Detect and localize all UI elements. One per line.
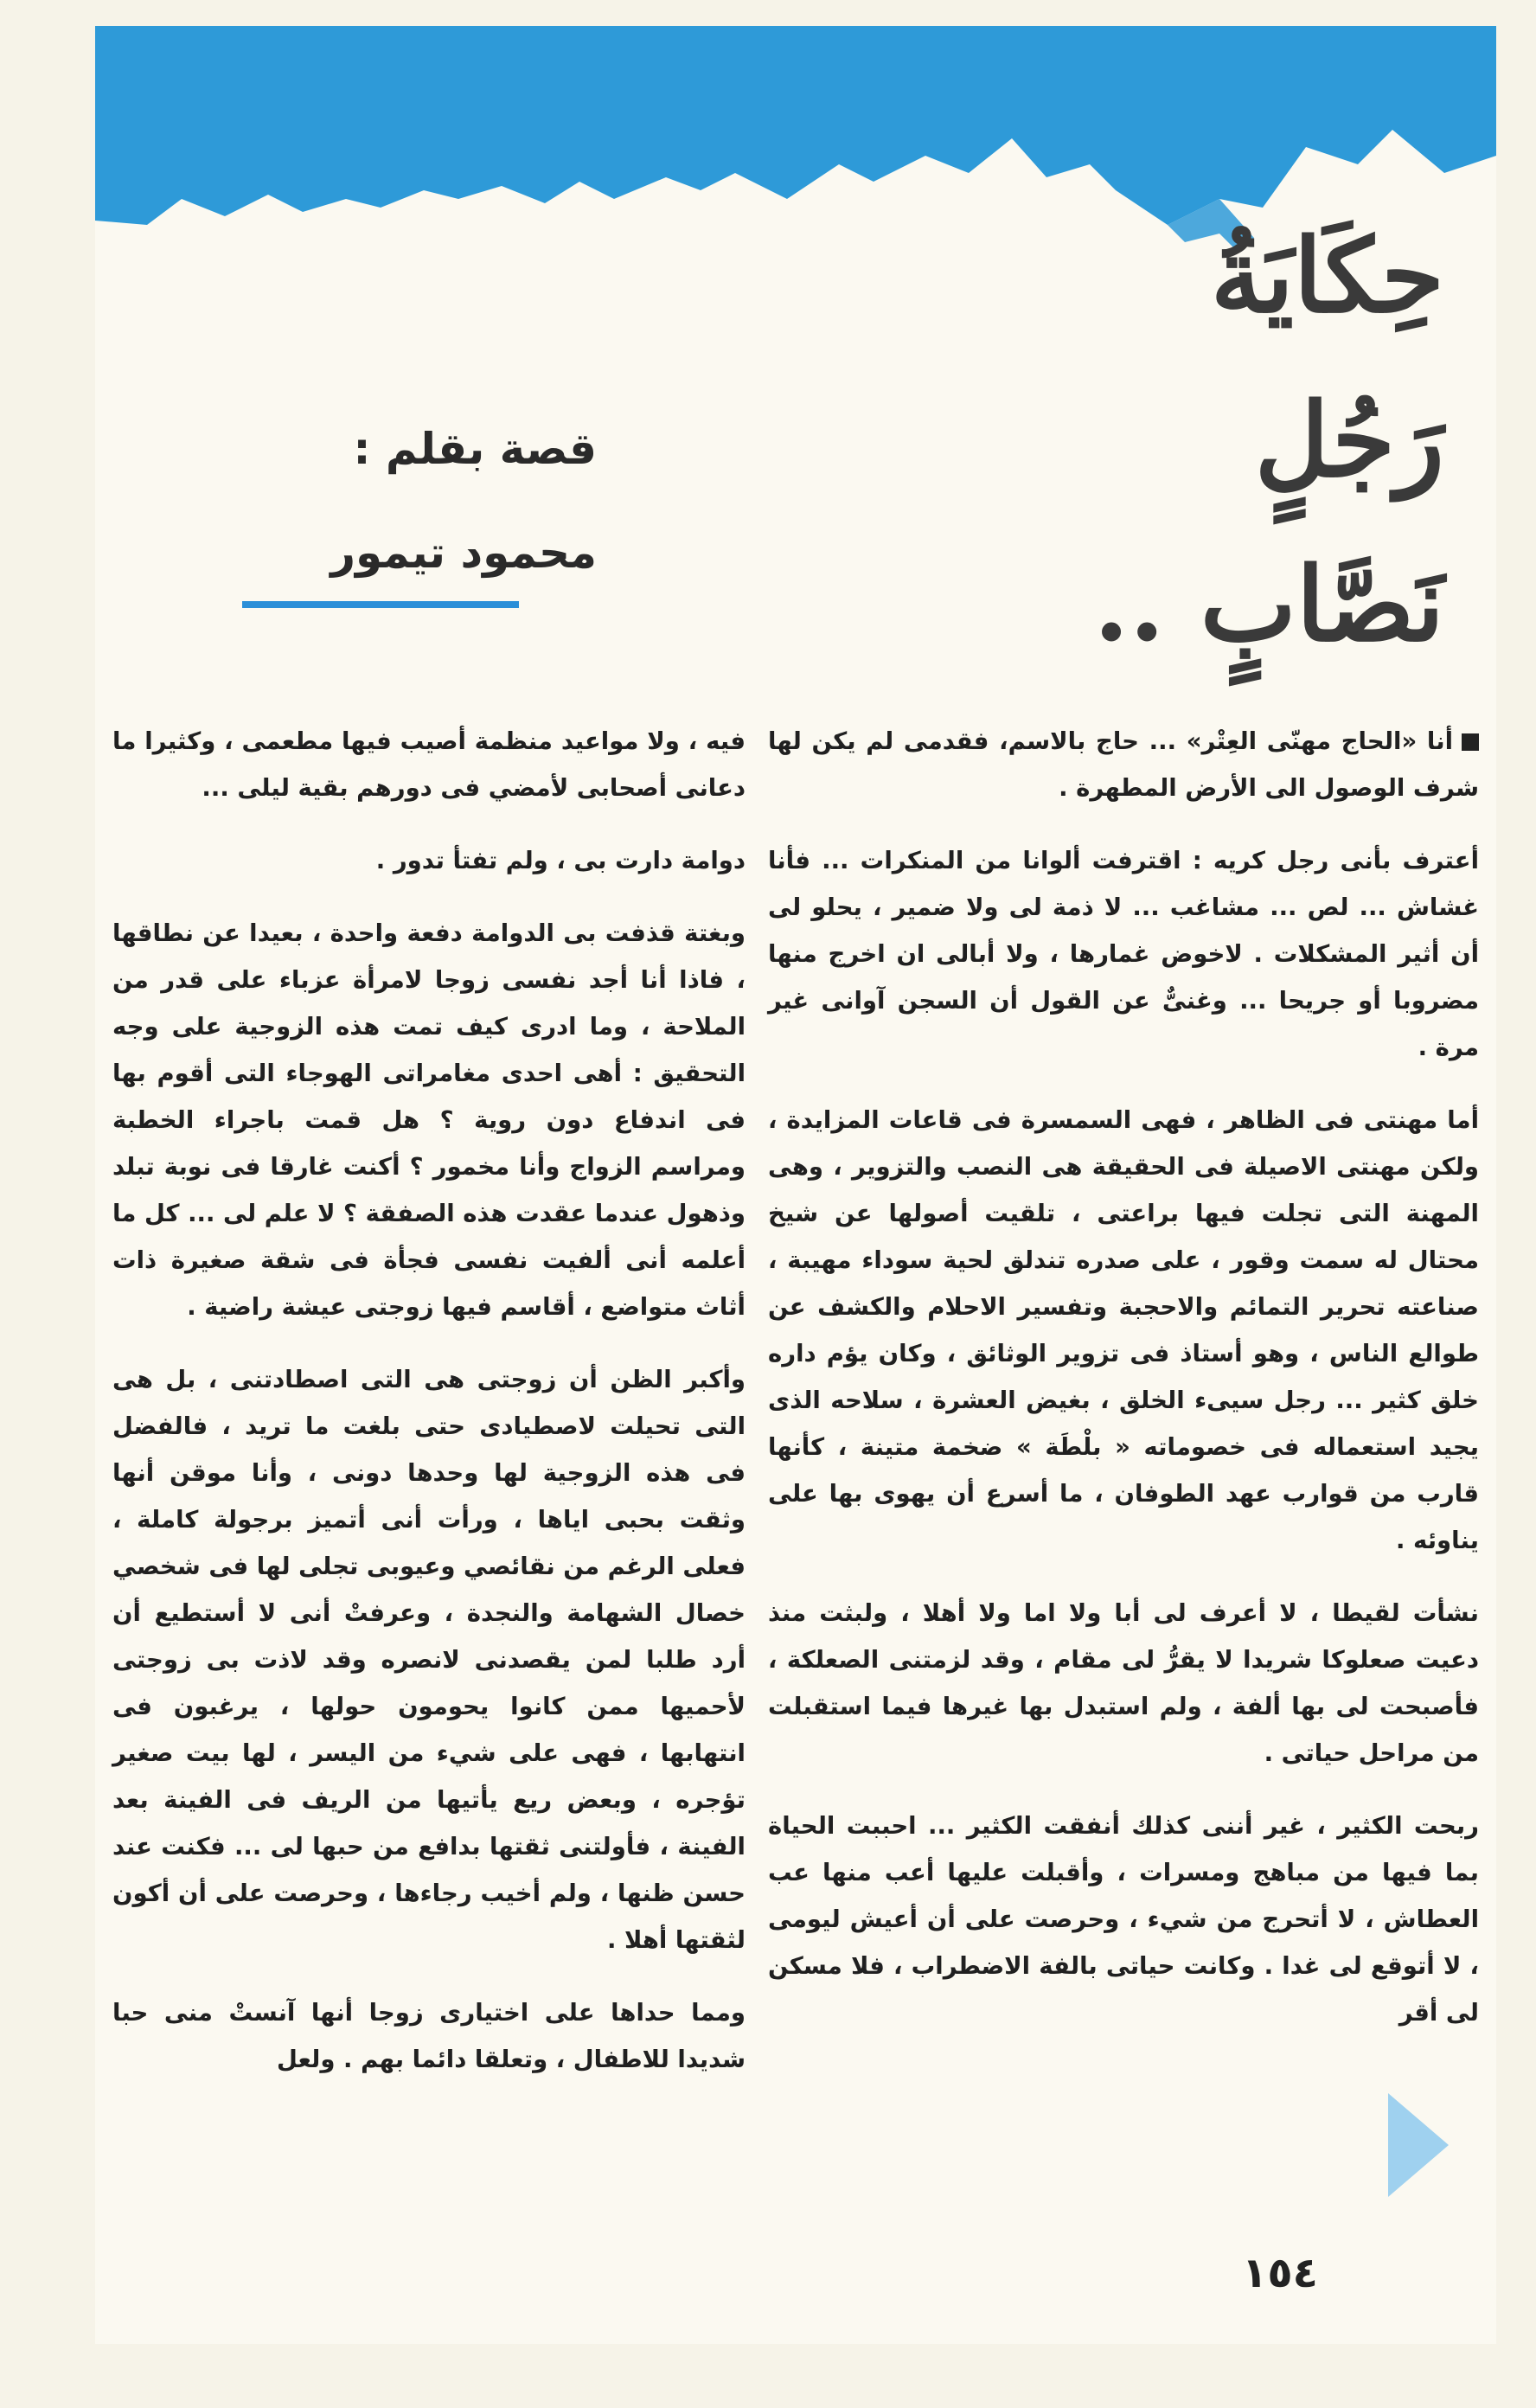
story-title-line-3: نَصَّابٍ .. [1093, 544, 1444, 664]
paragraph: أما مهنتى فى الظاهر ، فهى السمسرة فى قاعات المزايدة ، ولكن مهنتى الاصيلة فى الحقيقة هى النصب والتزوير ، وهى المهنة التى تجلت فيها براعتى ، تلقيت أصولها عن شيخ محتال له سمت وقور ، على صدره تندلق لحية سوداء مهيبة ، صناعته تحرير التمائم والاحجبة وتفسير الاحلام والكشف عن طوالع الناس ، وهو أستاذ فى تزوير الوثائق ، وكان يؤم داره خلق كثير ... رجل سيىء الخلق ، بغيض العشرة ، سلاحه الذى يجيد استعماله فى خصوماته « بلْطَة » ضخمة متينة ، كأنها قارب من قوارب عهد الطوفان ، ما أسرع أن يهوى بها على يناوئه . [768, 1106, 1479, 1554]
page-number: ١٥٤ [1242, 2249, 1318, 2297]
paragraph: وبغتة قذفت بى الدوامة دفعة واحدة ، بعيدا عن نطاقها ، فاذا أنا أجد نفسى زوجا لامرأة عزباء على قدر من الملاحة ، وما ادرى كيف تمت هذه الزوجية على وجه التحقيق : أهى احدى مغامراتى الهوجاء التى أقوم بها فى اندفاع دون روية ؟ هل قمت باجراء الخطبة ومراسم الزواج وأنا مخمور ؟ أكنت غارقا فى نوبة تبلد وذهول عندما عقدت هذه الصفقة ؟ لا علم لى ... كل ما أعلمه أنى ألفيت نفسى فجأة فى شقة صغيرة ذات أثاث متواضع ، أقاسم فيها زوجتى عيشة راضية . [112, 919, 746, 1321]
square-bullet-icon [1462, 733, 1479, 751]
paragraph: دوامة دارت بى ، ولم تفتأ تدور . [375, 847, 746, 874]
paragraph: ربحت الكثير ، غير أننى كذلك أنفقت الكثير ... احببت الحياة بما فيها من مباهج ومسرات ، وأقبلت عليها أعب منها عب العطاش ، لا أتحرج من شيء ، وحرصت على أن أعيش ليومى ، لا أتوقع لى غدا . وكانت حياتى بالفة الاضطراب ، فلا مسكن لى أقر [768, 1812, 1479, 2027]
paragraph: ومما حداها على اختيارى زوجا أنها آنستْ منى حبا شديدا للاطفال ، وتعلقا دائما بهم . ولعل [112, 1999, 746, 2073]
paragraph: أعترف بأنى رجل كريه : اقترفت ألوانا من المنكرات ... فأنا غشاش ... لص ... مشاغب ... لا ذمة لى ولا ضمير ، يحلو لى أن أثير المشكلات . لاخوض غمارها ، ولا أبالى ان اخرج منها مضروبا أو جريحا ... وغنىٌّ عن القول أن السجن آوانى غير مرة . [768, 847, 1479, 1061]
magazine-page [95, 26, 1496, 2344]
byline-author: محمود تيمور [330, 528, 597, 578]
paragraph: نشأت لقيطا ، لا أعرف لى أبا ولا اما ولا أهلا ، ولبثت منذ دعيت صعلوكا شريدا لا يقرُّ لى مقام ، وقد لزمتنى الصعلكة ، فأصبحت لى بها ألفة ، ولم استبدل بها غيرها فيما استقبلت من مراحل حياتى . [768, 1599, 1479, 1767]
left-text-column [112, 718, 746, 2109]
sky-shape [95, 26, 1496, 225]
paragraph: وأكبر الظن أن زوجتى هى التى اصطادتنى ، بل هى التى تحيلت لاصطيادى حتى بلغت ما تريد ، فالفضل فى هذه الزوجية لها وحدها دونى ، وأنا موقن أنها وثقت بحبى اياها ، ورأت أنى أتميز برجولة كاملة ، فعلى الرغم من نقائصي وعيوبى تجلى لها فى شخصي خصال الشهامة والنجدة ، وعرفتْ أنى لا أستطيع أن أرد طلبا لمن يقصدنى لانصره وقد لاذت بى زوجتى لأحميها ممن كانوا يحومون حولها ، يرغبون فى انتهابها ، فهى على شيء من اليسر ، لها بيت صغير تؤجره ، وبعض ريع يأتيها من الريف فى الفينة بعد الفينة ، فأولتنى ثقتها بدافع من حبها لى ... فكنت عند حسن ظنها ، ولم أخيب رجاءها ، وحرصت على أن أكون لثقتها أهلا . [112, 1366, 746, 1954]
paragraph: أنا «الحاج مهنّى العِتْر» ... حاج بالاسم، فقدمى لم يكن لها شرف الوصول الى الأرض المطهرة . [768, 727, 1479, 802]
story-title-line-1: حِكَايَةُ [1210, 215, 1444, 336]
paragraph: فيه ، ولا مواعيد منظمة أصيب فيها مطعمى ، وكثيرا ما دعانى أصحابى لأمضي فى دورهم بقية ليلى ... [112, 727, 746, 802]
byline-label: قصة بقلم : [353, 424, 597, 474]
right-text-column [768, 718, 1479, 2062]
continue-arrow-icon [1388, 2093, 1449, 2197]
author-underline [242, 601, 519, 608]
story-title-line-2: رَجُلٍ [1254, 380, 1444, 500]
